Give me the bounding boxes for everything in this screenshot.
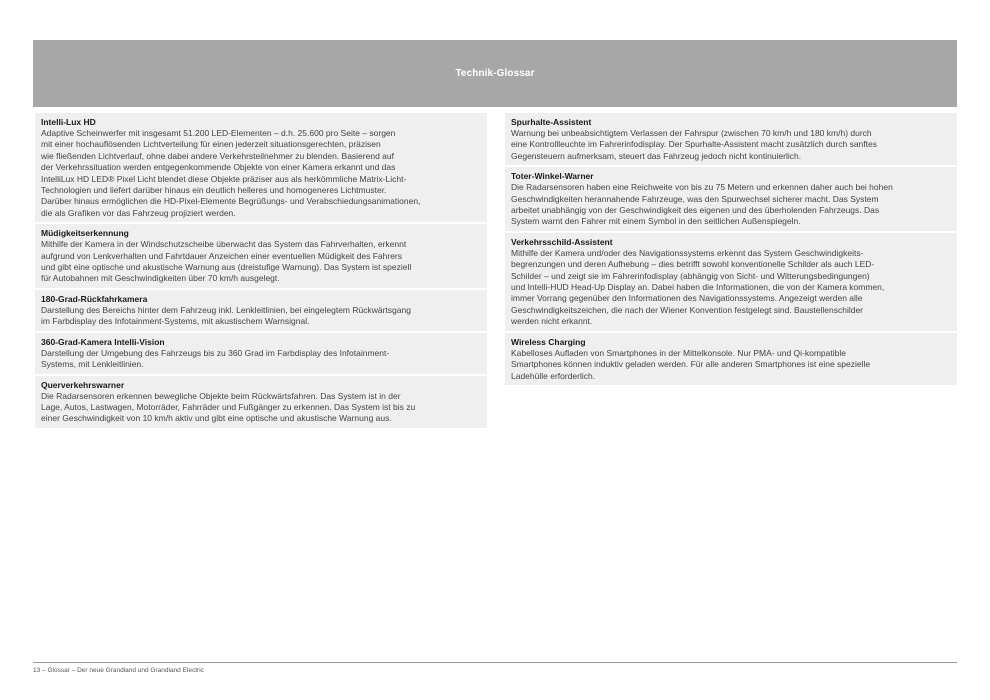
entry-text: Kabelloses Aufladen von Smartphones in der Mittelkonsole. Nur PMA- und Qi-kompatible Smartphones können induktiv geladen werden. Für alle anderen Smartphones ist eine spezielle Ladehülle erforderlich. [511,347,871,381]
entry-text: Die Radarsensoren erkennen bewegliche Objekte beim Rückwärtsfahren. Das System ist in der Lage, Autos, Lastwagen, Motorräder, Fahrräder und Fußgänger zu erkennen. Das System ist bis zu einer Geschwindigkeit von 10 km/h aktiv und gibt eine optische und akustische Warnung aus. [41,390,416,424]
entry-title: Spurhalte-Assistent [511,117,592,127]
glossary-entry-verkehrsschild-assistent [505,233,957,331]
entry-text: Mithilfe der Kamera und/oder des Navigationssystems erkennt das System Geschwindigkeits- begrenzungen und deren Aufhebung – dies betrifft sowohl konventionelle Schilder als auch LED- Schilder – und zeigt sie im Fahrerinfodisplay (abhängig von Sicht- und Witterungsbedingungen) und Intelli-HUD Head-Up Display an. Dabei haben die Informationen, die von der Kamera kommen, immer Vorrang gegenüber den Informationen des Navigationssystems. Angezeigt werden alle Geschwindigkeitszeichen, die nach der Wiener Konvention festgelegt sind. Baustellenschilder werden nicht erkannt. [511,247,885,327]
page-title: Technik-Glossar [455,68,535,79]
glossary-entry-rueckfahrkamera [35,290,487,331]
entry-title: Querverkehrswarner [41,379,125,390]
entry-text: Mithilfe der Kamera in der Windschutzscheibe überwacht das System das Fahrverhalten, erkennt aufgrund von Lenkverhalten und Fahrtdauer Anzeichen einer eventuellen Müdigkeit des Fahrers und gibt eine optische und akustische Warnung aus (dreistufige Warnung). Das System ist speziell für Autobahnen mit Geschwindigkeiten über 70 km/h ausgelegt. [41,239,412,284]
entry-title: Wireless Charging [511,336,586,347]
glossary-entry-360-kamera [35,333,487,374]
glossary-entry-muedigkeitserkennung [35,224,487,288]
entry-title: 180-Grad-Rückfahrkamera [41,293,148,304]
glossary-entry-toter-winkel-warner [505,167,957,231]
entry-text: Warnung bei unbeabsichtigtem Verlassen der Fahrspur (zwischen 70 km/h und 180 km/h) durch eine Kontrollleuchte im Fahrerinfodisplay. Der Spurhalte-Assistent macht zusätzlich durch sanftes Gegensteuern aufmerksam, steuert das Fahrzeug jedoch nicht kontinuierlich. [511,128,877,161]
entry-text: Die Radarsensoren haben eine Reichweite von bis zu 75 Metern und erkennen daher auch bei hohen Geschwindigkeiten herannahende Fahrzeuge, was den Spurwechsel sicherer macht. Das System arbeitet unabhängig von der Geschwindigkeit des eigenen und des überholenden Fahrzeugs. Das System warnt den Fahrer mit einem Symbol in den seitlichen Außenspiegeln. [511,182,893,227]
entry-text: Darstellung des Bereichs hinter dem Fahrzeug inkl. Lenkleitlinien, bei eingelegtem Rückwärtsgang im Farbdisplay des Infotainment-Systems, mit akustischem Warnsignal. [41,304,411,327]
footer-page-label: 13 – Glossar – Der neue Grandland und Grandland Electric [33,667,204,674]
entry-title: Intelli-Lux HD [41,117,96,127]
entry-title: Toter-Winkel-Warner [511,171,594,182]
glossary-entry-querverkehrswarner [35,376,487,428]
glossary-entry-intelli-lux [35,113,487,222]
glossary-entry-wireless-charging [505,333,957,385]
glossary-column-right [505,113,957,387]
entry-text: Adaptive Scheinwerfer mit insgesamt 51.200 LED-Elementen – d.h. 25.600 pro Seite – sorgen mit einer hochauflösenden Lichtverteilung für einen jederzeit situationsgerechten, präzisen wie fließenden Lichtverlauf, ohne dabei andere Verkehrsteilnehmer zu blenden. Basierend auf der Verkehrssituation werden entgegenkommende Objekte von einer Kamera erkannt und das IntelliLux HD LED® Pixel Licht blendet diese Objekte präziser aus als herkömmliche Matrix-Licht- Technologien und liefert darüber hinaus ein deutlich helleres und homogeneres Lichtmuster. Darüber hinaus ermöglichen die HD-Pixel-Elemente Begrüßungs- und Verabschiedungsanimationen, die als Grafiken vor das Fahrzeug projiziert werden. [41,128,421,218]
glossary-column-left [35,113,487,430]
entry-title: Verkehrsschild-Assistent [511,236,613,247]
page-header [33,40,957,107]
entry-title: 360-Grad-Kamera Intelli-Vision [41,336,165,347]
footer-divider [33,662,957,663]
entry-text: Darstellung der Umgebung des Fahrzeugs bis zu 360 Grad im Farbdisplay des Infotainment- Systems, mit Lenkleitlinien. [41,347,390,370]
entry-title: Müdigkeitserkennung [41,228,129,239]
glossary-entry-spurhalte-assistent [505,113,957,165]
